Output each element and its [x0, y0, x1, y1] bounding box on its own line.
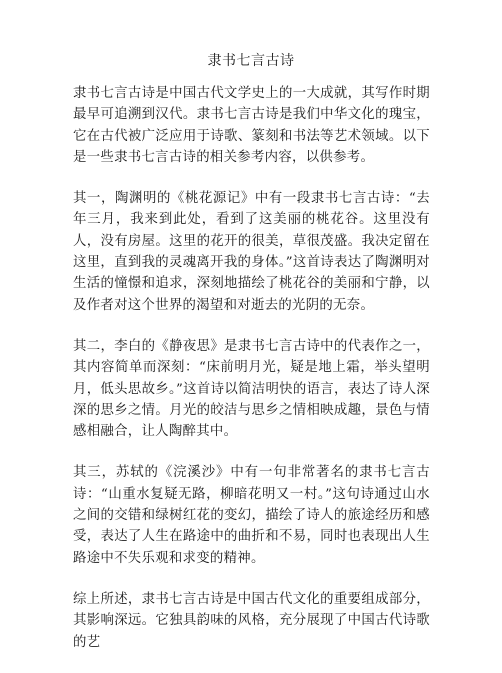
paragraph-summary: 综上所述，隶书七言古诗是中国古代文化的重要组成部分，其影响深远。它独具韵味的风格，充分展现了中国古代诗歌的艺	[73, 591, 430, 650]
paragraph-tao-yuanming: 其一，陶渊明的《桃花源记》中有一段隶书七言古诗：“去年三月，我来到此处，看到了这美丽的桃花谷。这里没有人，没有房屋。这里的花开的很美，草很茂盛。我决定留在这里，直到我的灵魂离开我的身体。”这首诗表达了陶渊明对生活的憧憬和追求，深刻地描绘了桃花谷的美丽和宁静，以及作者对这个世界的渴望和对逝去的光阴的无奈。	[73, 191, 430, 313]
paragraph-li-bai: 其二，李白的《静夜思》是隶书七言古诗中的代表作之一，其内容简单而深刻：“床前明月光，疑是地上霜，举头望明月，低头思故乡。”这首诗以简洁明快的语言，表达了诗人深深的思乡之情。月光的皎洁与思乡之情相映成趣，景色与情感相融合，让人陶醉其中。	[73, 338, 430, 440]
document-title: 隶书七言古诗	[207, 53, 295, 69]
document-body	[73, 83, 430, 673]
paragraph-su-shi: 其三，苏轼的《浣溪沙》中有一句非常著名的隶书七言古诗：“山重水复疑无路，柳暗花明又一村。”这句诗通过山水之间的交错和绿树红花的变幻，描绘了诗人的旅途经历和感受，表达了人生在路途中的曲折和不易，同时也表现出人生路途中不失乐观和求变的精神。	[73, 465, 430, 566]
paragraph-intro: 隶书七言古诗是中国古代文学史上的一大成就，其写作时期最早可追溯到汉代。隶书七言古诗是我们中华文化的瑰宝，它在古代被广泛应用于诗歌、篆刻和书法等艺术领域。以下是一些隶书七言古诗的相关参考内容，以供参考。	[73, 86, 430, 165]
